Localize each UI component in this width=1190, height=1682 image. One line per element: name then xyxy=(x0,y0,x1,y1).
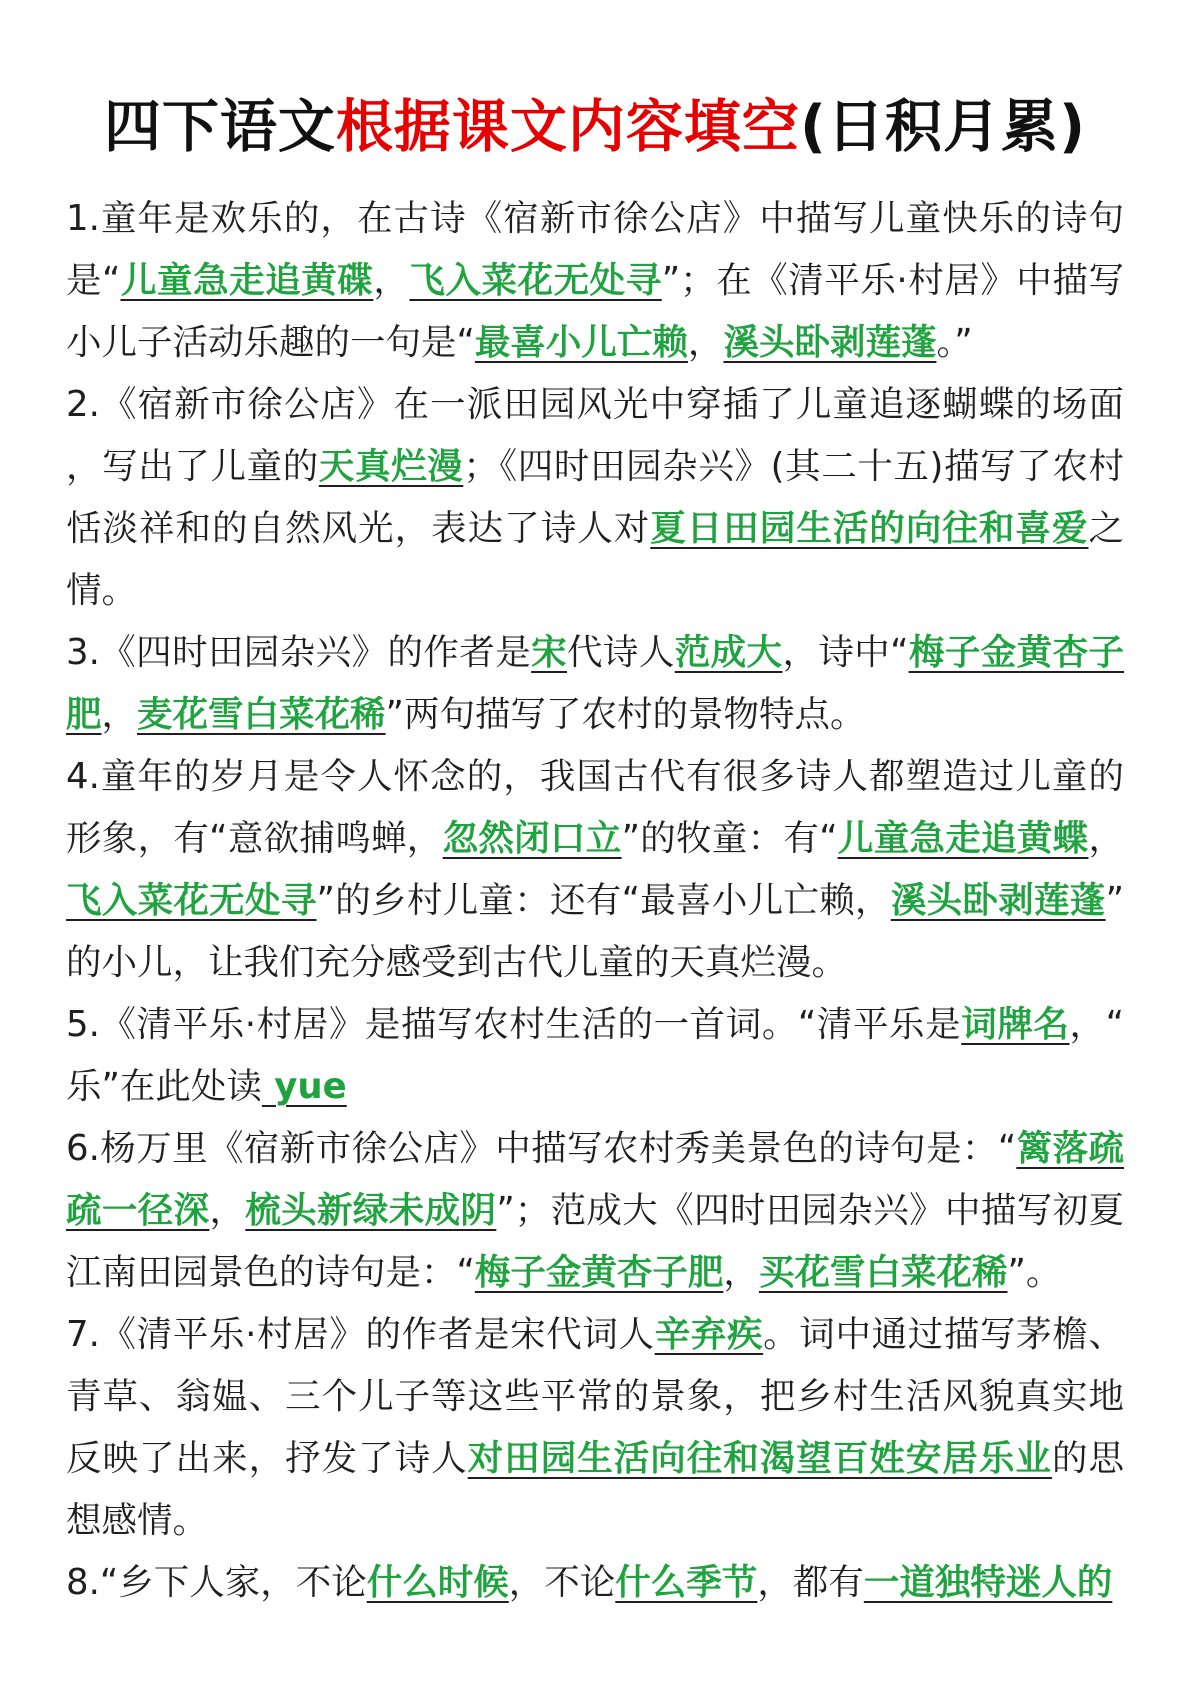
answer-text: 梅子金黄杏子肥 xyxy=(66,632,1124,735)
question-item xyxy=(66,1118,1124,1304)
question-item xyxy=(66,1304,1124,1552)
title-part-fill-in-blanks: 根据课文内容填空 xyxy=(335,94,800,160)
answer-text: 溪头卧剥莲蓬 xyxy=(723,322,937,363)
question-item xyxy=(66,374,1124,622)
question-text: ， xyxy=(723,1252,759,1293)
question-item xyxy=(66,622,1124,746)
question-text: 之情。 xyxy=(66,508,1124,611)
question-text: 2.《宿新市徐公店》在一派田园风光中穿插了儿童追逐蝴蝶的场面，写出了儿童的 xyxy=(66,384,1124,487)
answer-text: 范成大 xyxy=(674,632,783,673)
question-text: ”的牧童：有“ xyxy=(621,818,838,859)
question-text: 8.“乡下人家，不论 xyxy=(66,1562,367,1603)
question-text: ， xyxy=(209,1190,246,1231)
answer-text: 儿童急走追黄碟 xyxy=(120,260,374,301)
question-text: 6.杨万里《宿新市徐公店》中描写农村秀美景色的诗句是：“ xyxy=(66,1128,1017,1169)
question-text: ，诗中“ xyxy=(782,632,909,673)
question-text: ”两句描写了农村的景物特点。 xyxy=(385,694,866,735)
question-text: ；《四时田园杂兴》(其二十五)描写了农村恬淡祥和的自然风光，表达了诗人对 xyxy=(66,446,1124,549)
question-text: 7.《清平乐·村居》的作者是宋代词人 xyxy=(66,1314,655,1355)
question-text: 3.《四时田园杂兴》的作者是 xyxy=(66,632,532,673)
title-part-grade-subject: 四下语文 xyxy=(103,94,336,160)
answer-text: 儿童急走追黄蝶 xyxy=(837,818,1089,859)
answer-text: 对田园生活向往和渴望百姓安居乐业 xyxy=(467,1438,1052,1479)
question-text: ，都有 xyxy=(757,1562,864,1603)
question-item xyxy=(66,188,1124,374)
question-text: ，“乐”在此处读 xyxy=(66,1004,1124,1107)
question-list xyxy=(66,188,1124,1614)
question-text: ，不论 xyxy=(508,1562,616,1603)
answer-text: 飞入菜花无处寻 xyxy=(409,260,662,301)
answer-text: 最喜小儿亡赖 xyxy=(474,322,688,363)
answer-text: 夏日田园生活的向往和喜爱 xyxy=(650,508,1089,549)
question-text: ， xyxy=(101,694,138,735)
answer-text: 麦花雪白菜花稀 xyxy=(137,694,386,735)
title-part-accumulation: (日积月累) xyxy=(799,94,1087,160)
question-text: 的思想感情。 xyxy=(66,1438,1124,1541)
question-text: ”的乡村儿童：还有“最喜小儿亡赖， xyxy=(316,880,891,921)
answer-text: 词牌名 xyxy=(961,1004,1070,1045)
question-text: 代诗人 xyxy=(567,632,675,673)
question-item xyxy=(66,994,1124,1118)
question-text: ， xyxy=(687,322,724,363)
answer-text: 溪头卧剥莲蓬 xyxy=(890,880,1106,921)
answer-text: 辛弃疾 xyxy=(654,1314,764,1355)
question-text: ”；范成大《四时田园杂兴》中描写初夏江南田园景色的诗句是：“ xyxy=(66,1190,1124,1293)
question-item xyxy=(66,746,1124,994)
answer-text: 篱落疏疏一径深 xyxy=(66,1128,1124,1231)
answer-text: 什么季节 xyxy=(615,1562,758,1603)
answer-text: 忽然闭口立 xyxy=(442,818,622,859)
question-text: 。” xyxy=(936,322,973,363)
answer-text: 宋 xyxy=(531,632,568,673)
question-text: 1.童年是欢乐的，在古诗《宿新市徐公店》中描写儿童快乐的诗句是“ xyxy=(66,198,1124,301)
question-text: 5.《清平乐·村居》是描写农村生活的一首词。“清平乐是 xyxy=(66,1004,962,1045)
question-text: ”；在《清平乐·村居》中描写小儿子活动乐趣的一句是“ xyxy=(66,260,1124,363)
question-text: ， xyxy=(1088,818,1124,859)
answer-text: 什么时候 xyxy=(366,1562,509,1603)
question-item xyxy=(66,1552,1124,1614)
question-text: ”的小儿，让我们充分感受到古代儿童的天真烂漫。 xyxy=(66,880,1124,983)
question-text: 。词中通过描写茅檐、青草、翁媪、三个儿子等这些平常的景象，把乡村生活风貌真实地反映了出来，抒发了诗人 xyxy=(66,1314,1124,1479)
answer-text: 买花雪白菜花稀 xyxy=(758,1252,1008,1293)
answer-text: 飞入菜花无处寻 xyxy=(66,880,317,921)
answer-text: 天真烂漫 xyxy=(318,446,464,487)
question-text: ， xyxy=(373,260,410,301)
question-text: 4.童年的岁月是令人怀念的，我国古代有很多诗人都塑造过儿童的形象，有“意欲捕鸣蝉， xyxy=(66,756,1124,859)
answer-text: 一道独特迷人的 xyxy=(863,1562,1113,1603)
page-title xyxy=(66,92,1124,162)
answer-text: 梅子金黄杏子肥 xyxy=(474,1252,724,1293)
answer-text: 梳头新绿未成阴 xyxy=(245,1190,497,1231)
answer-text: yue xyxy=(261,1066,347,1107)
question-text: ”。 xyxy=(1007,1252,1062,1293)
